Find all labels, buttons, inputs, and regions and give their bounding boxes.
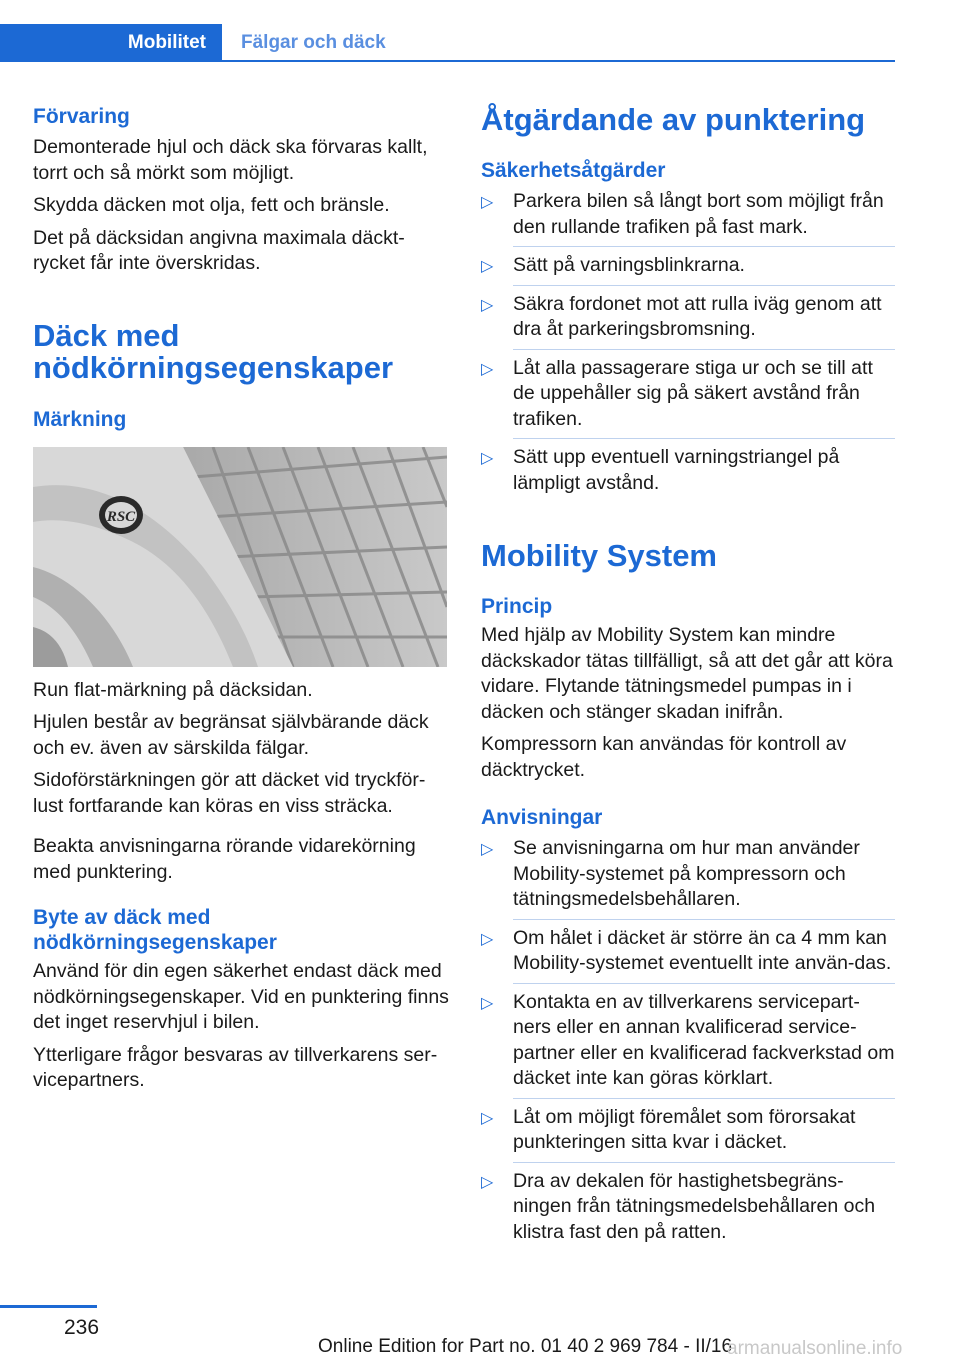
- list-item: ▷ Dra av dekalen för hastighetsbegräns-ningen från tätningsmedelsbehållaren och klistra fast den på ratten.: [481, 1169, 876, 1243]
- list-item: ▷ Låt om möjligt föremålet som förorsakat punkteringen sitta kvar i däcket.: [481, 1105, 895, 1163]
- bullet-triangle-icon: ▷: [481, 994, 494, 1012]
- list-item: ▷ Om hålet i däcket är större än ca 4 mm kan Mobility-systemet eventuellt inte använ-das.: [481, 926, 895, 984]
- bullet-triangle-icon: ▷: [481, 360, 494, 378]
- list-item: ▷ Se anvisningarna om hur man använder Mobility-systemet på kompressorn och tätningsmedelsbehållaren.: [481, 836, 895, 920]
- mobility-heading: Mobility System: [481, 538, 717, 573]
- wheels-paragraph: Hjulen består av begränsat självbärande däck och ev. även av särskilda fälgar.: [33, 711, 429, 759]
- forvaring-heading: Förvaring: [33, 105, 130, 128]
- safety-list: [481, 189, 895, 502]
- figure-caption: Run flat-märkning på däcksidan.: [33, 678, 313, 701]
- anvisningar-list: [481, 836, 895, 1251]
- byte-paragraph-2: Ytterligare frågor besvaras av tillverkarens ser-vicepartners.: [33, 1043, 438, 1091]
- list-item: ▷ Säkra fordonet mot att rulla iväg genom att dra åt parkeringsbromsning.: [481, 292, 895, 350]
- tab-mobilitet[interactable]: Mobilitet: [0, 24, 222, 62]
- runflat-heading: Däck med nödkörningsegenskaper: [33, 317, 394, 385]
- rsc-logo-icon: [99, 496, 143, 534]
- page-header: [0, 0, 960, 64]
- forvaring-paragraph-1: Demonterade hjul och däck ska förvaras kallt, torrt och så mörkt som möjligt.: [33, 136, 428, 184]
- anvisningar-heading: Anvisningar: [481, 806, 603, 829]
- edition-note: Online Edition for Part no. 01 40 2 969 784 - II/16: [318, 1336, 733, 1357]
- bullet-triangle-icon: ▷: [481, 450, 494, 467]
- byte-heading: Byte av däck med nödkörningsegenskaper: [33, 906, 277, 954]
- list-item: ▷ Parkera bilen så långt bort som möjligt från den rullande trafiken på fast mark.: [481, 189, 895, 247]
- header-divider: [222, 60, 895, 62]
- bullet-triangle-icon: ▷: [481, 258, 494, 275]
- bullet-triangle-icon: ▷: [481, 1109, 494, 1127]
- svg-text:RSC: RSC: [106, 508, 136, 525]
- forvaring-paragraph-2: Skydda däcken mot olja, fett och bränsle.: [33, 194, 390, 216]
- safety-heading: Säkerhetsåtgärder: [481, 159, 666, 182]
- bullet-triangle-icon: ▷: [481, 194, 494, 211]
- princip-paragraph-1: Med hjälp av Mobility System kan mindre däckskador tätas tillfälligt, så att det går att köra vidare. Flytande tätningsmedel pumpas in i däcken och stänger skadan inifrån.: [481, 624, 893, 723]
- list-item: ▷ Låt alla passagerare stiga ur och se till att de uppehåller sig på säkert avstånd från trafiken.: [481, 356, 895, 440]
- page-number: 236: [64, 1316, 100, 1339]
- bullet-triangle-icon: ▷: [481, 930, 494, 948]
- note-paragraph: Beakta anvisningarna rörande vidarekörning med punktering.: [33, 835, 416, 883]
- bullet-triangle-icon: ▷: [481, 841, 494, 858]
- list-item: ▷ Sätt upp eventuell varningstriangel på lämpligt avstånd.: [481, 446, 840, 494]
- watermark: armanualsonline.info: [727, 1338, 903, 1359]
- tab-falgar-och-dack[interactable]: Fälgar och däck: [241, 32, 386, 53]
- princip-paragraph-2: Kompressorn kan användas för kontroll av däcktrycket.: [481, 733, 847, 781]
- footer-divider: [0, 1305, 97, 1308]
- runflat-figure: [33, 447, 451, 667]
- sidewall-paragraph: Sidoförstärkningen gör att däcket vid tryckför-lust fortfarande kan köras en viss sträcka.: [33, 769, 426, 817]
- puncture-heading: Åtgärdande av punktering: [481, 102, 866, 137]
- right-column: [481, 100, 895, 1251]
- marking-heading: Märkning: [33, 407, 127, 431]
- princip-heading: Princip: [481, 595, 553, 618]
- left-column: [33, 100, 451, 1094]
- list-item: ▷ Kontakta en av tillverkarens servicepart-ners eller en annan kvalificerad service-partner eller en kvalificerad fackverkstad om däcket inte kan göras körklart.: [481, 990, 895, 1099]
- byte-paragraph-1: Använd för din egen säkerhet endast däck med nödkörningsegenskaper. Vid en punktering finns det inget reservhjul i bilen.: [33, 960, 449, 1033]
- forvaring-paragraph-3: Det på däcksidan angivna maximala däckt-rycket får inte överskridas.: [33, 226, 405, 274]
- list-item: ▷ Sätt på varningsblinkrarna.: [481, 253, 895, 286]
- bullet-triangle-icon: ▷: [481, 1173, 494, 1191]
- bullet-triangle-icon: ▷: [481, 296, 494, 314]
